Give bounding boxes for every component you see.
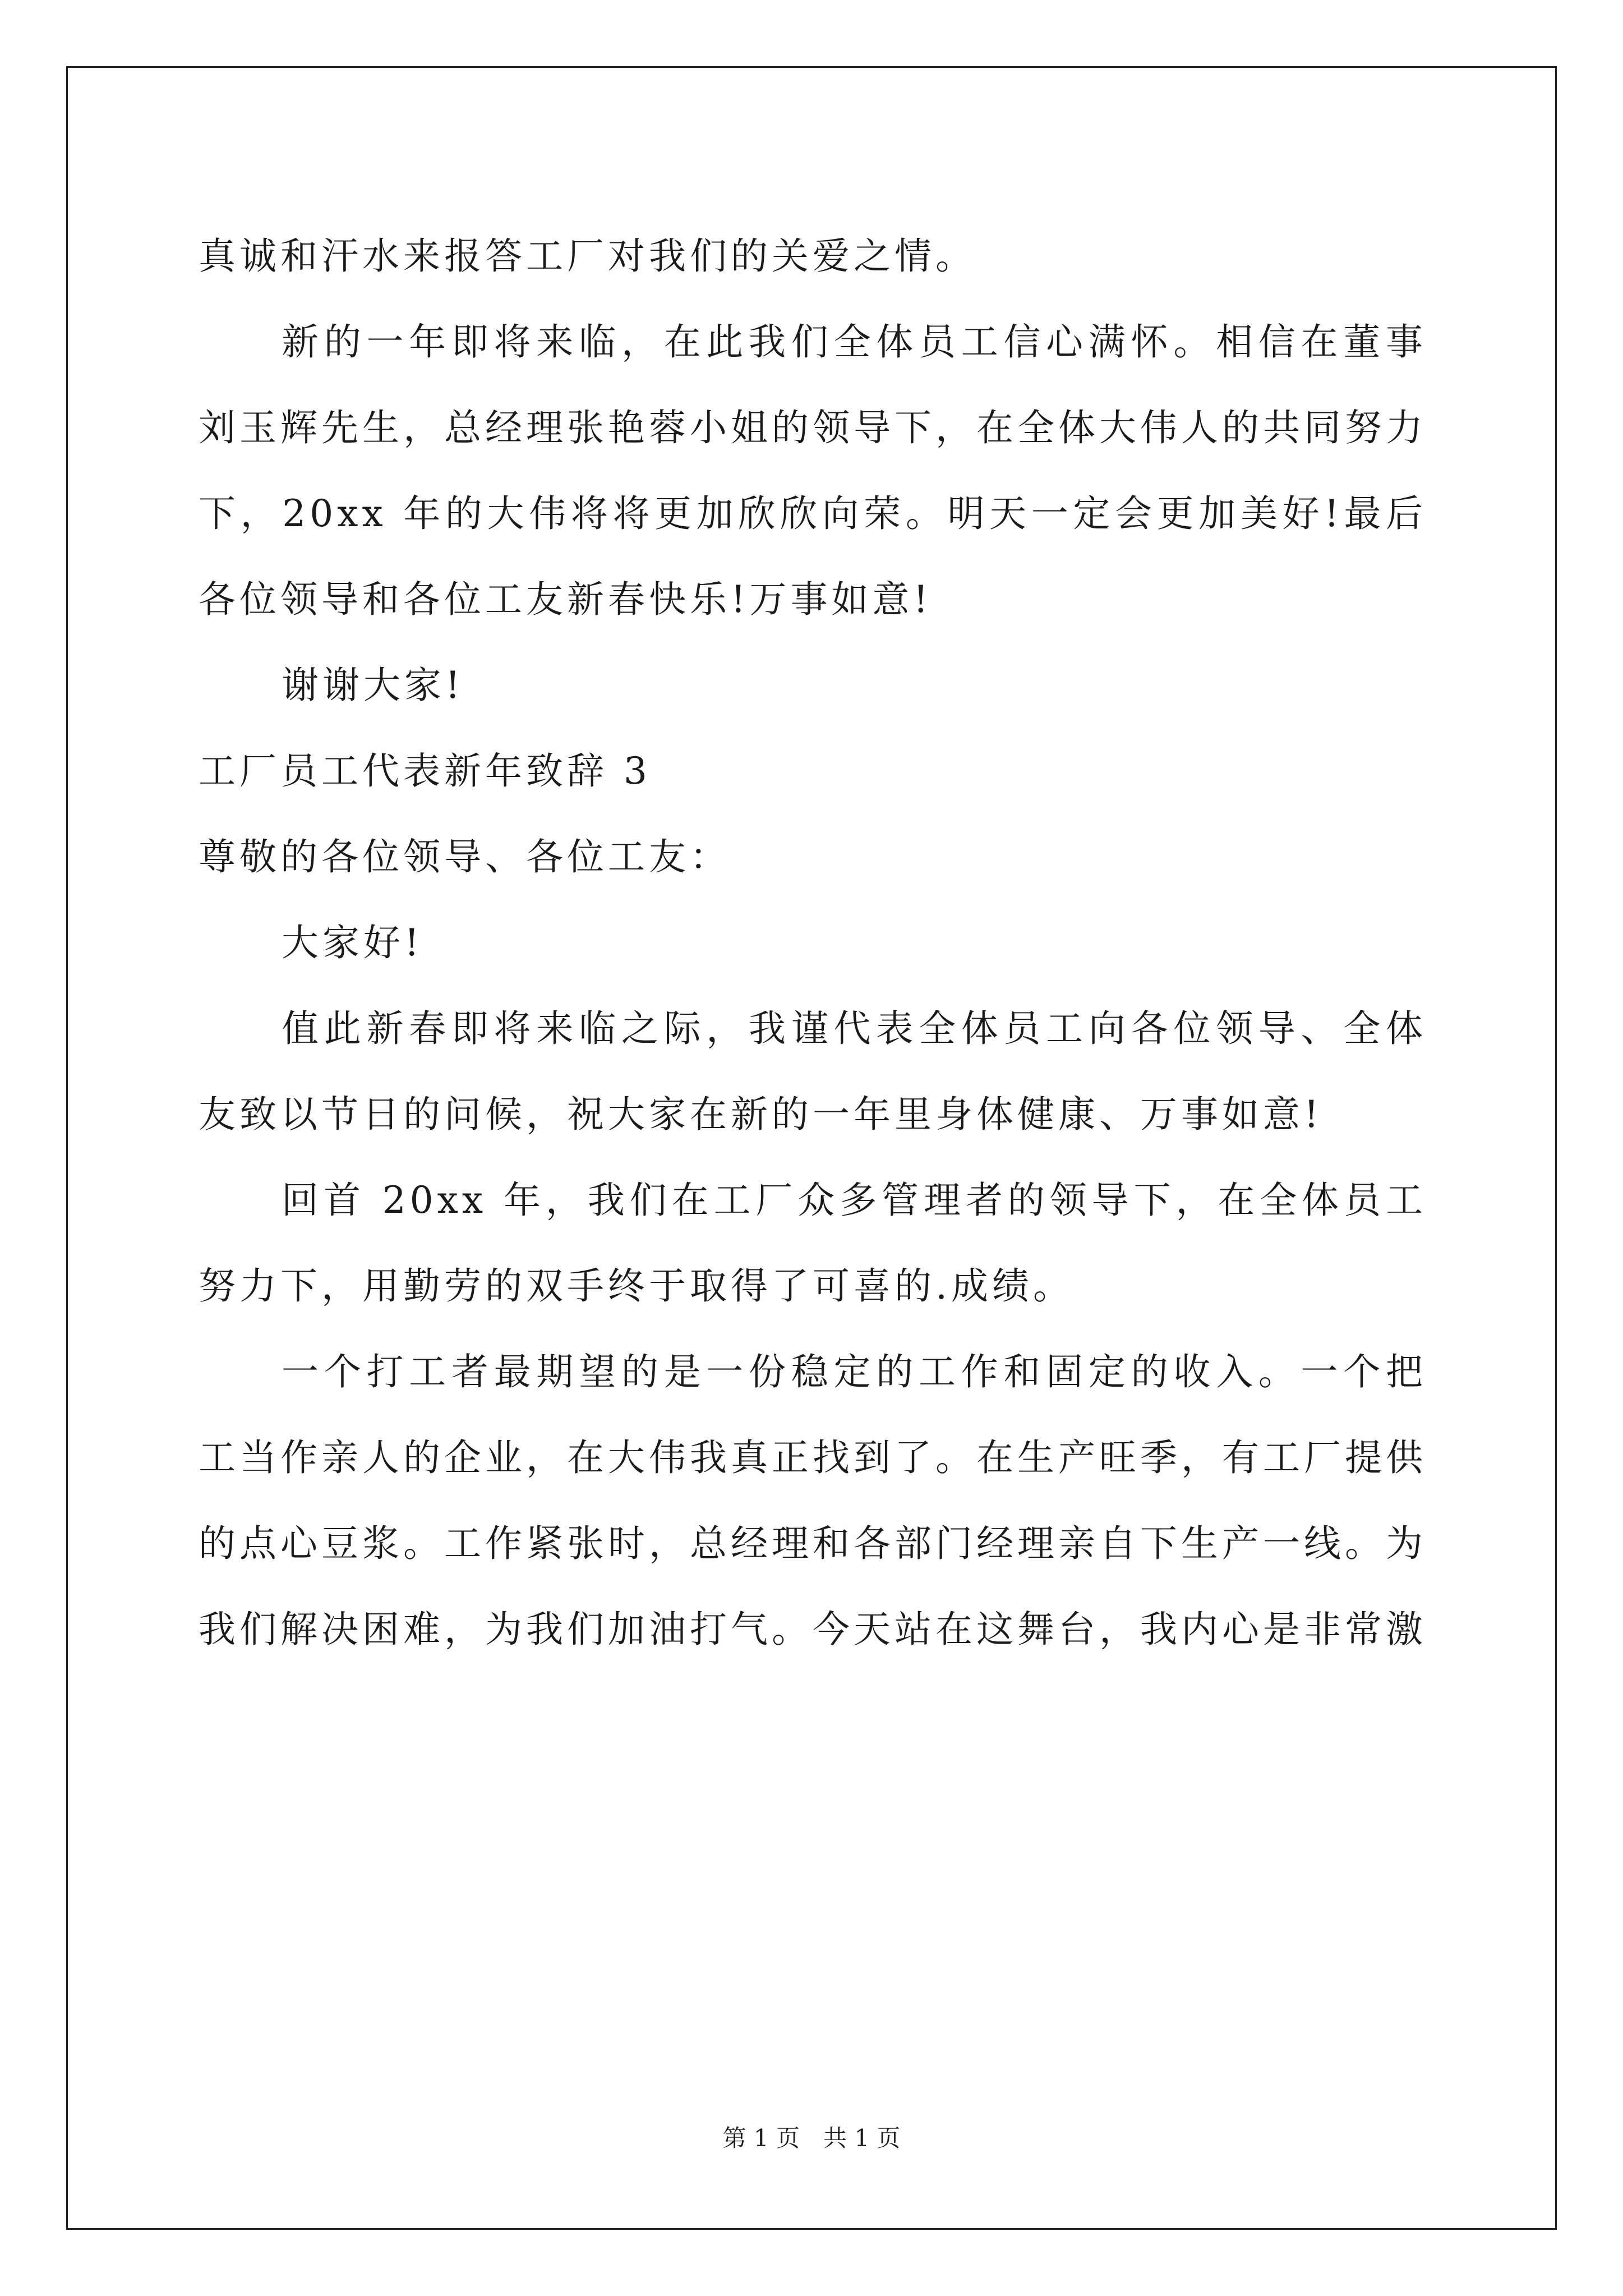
text-line: 的点心豆浆。工作紧张时，总经理和各部门经理亲自下生产一线。为	[199, 1522, 1427, 1565]
text-line: 谢谢大家!	[282, 664, 464, 707]
text-line: 值此新春即将来临之际，我谨代表全体员工向各位领导、全体	[282, 1007, 1427, 1050]
page-number: 第 1 页 共 1 页	[722, 2124, 901, 2152]
text-line: 回首 20xx 年，我们在工厂众多管理者的领导下，在全体员工	[282, 1179, 1427, 1222]
text-line: 刘玉辉先生，总经理张艳蓉小姐的领导下，在全体大伟人的共同努力	[199, 406, 1427, 449]
text-line: 友致以节日的问候，祝大家在新的一年里身体健康、万事如意!	[199, 1093, 1323, 1136]
text-line: 新的一年即将来临，在此我们全体员工信心满怀。相信在董事	[282, 320, 1427, 364]
text-line: 努力下，用勤劳的双手终于取得了可喜的.成绩。	[199, 1264, 1074, 1308]
salutation: 尊敬的各位领导、各位工友：	[199, 835, 731, 878]
text-line: 下，20xx 年的大伟将将更加欣欣向荣。明天一定会更加美好!最后	[199, 492, 1427, 535]
section-heading: 工厂员工代表新年致辞 3	[199, 749, 651, 793]
text-line: 一个打工者最期望的是一份稳定的工作和固定的收入。一个把	[282, 1350, 1427, 1393]
text-line: 真诚和汗水来报答工厂对我们的关爱之情。	[199, 234, 976, 278]
text-line: 工当作亲人的企业，在大伟我真正找到了。在生产旺季，有工厂提供	[199, 1436, 1427, 1479]
greeting: 大家好!	[282, 921, 423, 964]
document-body	[199, 213, 1427, 1672]
text-line: 各位领导和各位工友新春快乐!万事如意!	[199, 578, 933, 621]
text-line: 我们解决困难，为我们加油打气。今天站在这舞台，我内心是非常激	[199, 1608, 1427, 1651]
